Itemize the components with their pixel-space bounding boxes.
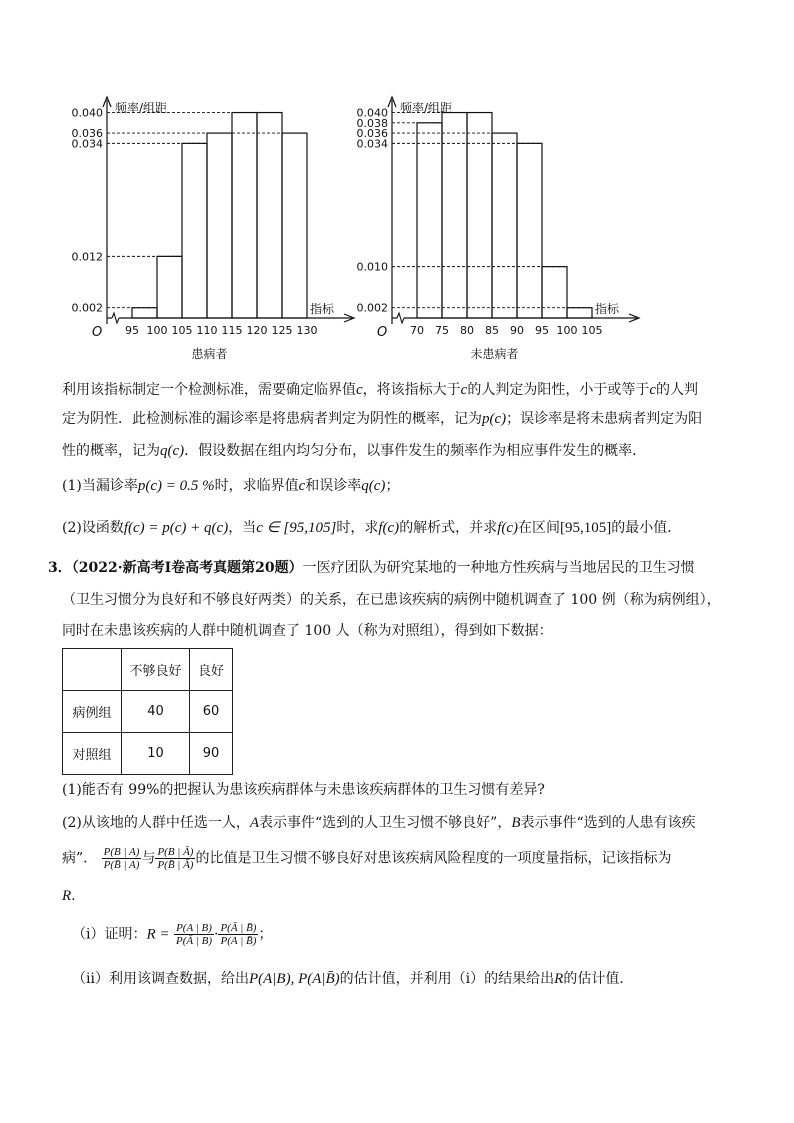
origin-label: O bbox=[377, 325, 388, 340]
histogram-bar bbox=[567, 308, 592, 318]
problem-3-line-2: （卫生习惯分为良好和不够良好两类）的关系，在已患该疾病的病例中随机调查了 100 例（称为病例组）， bbox=[62, 592, 721, 608]
y-tick-label: 0.036 bbox=[356, 127, 388, 141]
axis-break-mark bbox=[112, 313, 119, 323]
x-tick-label: 70 bbox=[410, 324, 424, 337]
table-cell: 10 bbox=[122, 733, 190, 775]
table-row bbox=[63, 733, 233, 775]
table-cell bbox=[63, 649, 122, 691]
table-cell: 90 bbox=[190, 733, 233, 775]
x-tick-label: 100 bbox=[146, 324, 168, 337]
y-tick-label: 0.040 bbox=[356, 106, 388, 120]
y-tick-label: 0.040 bbox=[71, 106, 103, 120]
problem-number: 3． bbox=[48, 560, 72, 576]
histogram-bar bbox=[282, 133, 307, 318]
sub-question-2-line-3: R. bbox=[62, 888, 76, 904]
table-cell: 对照组 bbox=[63, 733, 122, 775]
y-tick-label: 0.034 bbox=[356, 137, 388, 151]
x-axis-label: 指标 bbox=[310, 302, 335, 316]
axis-break-mark bbox=[397, 313, 404, 323]
data-table bbox=[62, 648, 233, 775]
x-tick-label: 75 bbox=[435, 324, 449, 337]
problem-source: （2022·新高考Ⅰ卷高考真题第20题） bbox=[71, 560, 303, 576]
y-tick-label: 0.012 bbox=[71, 250, 103, 264]
intro-line-3: 性的概率，记为q(c)．假设数据在组内均匀分布，以事件发生的频率作为相应事件发生的概率． bbox=[62, 443, 647, 459]
x-tick-label: 105 bbox=[171, 324, 193, 337]
y-axis-label: 频率/组距 bbox=[115, 101, 168, 115]
intro-line-1: 利用该指标制定一个检测标准，需要确定临界值c，将该指标大于c的人判定为阳性，小于或等于c的人判 bbox=[62, 382, 699, 398]
part-i: （ⅰ）证明：R = $\frac{P(A | B)}{P(Ā | B)}$ · $\frac{P(Ā | B̄)}{P(A | B̄)}$ ； bbox=[72, 922, 273, 947]
x-tick-label: 90 bbox=[510, 324, 524, 337]
origin-label: O bbox=[92, 325, 103, 340]
x-tick-label: 125 bbox=[271, 324, 293, 337]
intro-line-2: 定为阴性．此检测标准的漏诊率是将患病者判定为阴性的概率，记为p(c)；误诊率是将未患病者判定为阳 bbox=[62, 411, 703, 427]
x-tick-label: 115 bbox=[221, 324, 243, 337]
histogram-bar bbox=[157, 256, 182, 318]
chart-title: 患病者 bbox=[191, 347, 228, 361]
fraction: $\frac{P(B | A)}{P(B̄ | A)}$ bbox=[103, 846, 140, 871]
y-tick-label: 0.002 bbox=[356, 301, 388, 315]
table-row bbox=[63, 691, 233, 733]
sub-question-2-line-2: 病”． $\frac{P(B | A)}{P(B̄ | A)}$ 与 $\frac{P(B | Ā)}{P(B̄ | Ā)}$ 的比值是卫生习惯不够良好对患该疾病风险程度的一项度量指标，记该指标为 bbox=[62, 846, 672, 871]
x-tick-label: 130 bbox=[296, 324, 318, 337]
histogram-bar bbox=[132, 308, 157, 318]
fraction: $\frac{P(B | Ā)}{P(B̄ | Ā)}$ bbox=[157, 846, 194, 871]
fraction: $\frac{P(Ā | B̄)}{P(A | B̄)}$ bbox=[220, 922, 257, 947]
x-tick-label: 80 bbox=[460, 324, 474, 337]
histogram-bar bbox=[517, 143, 542, 318]
fraction: $\frac{P(A | B)}{P(Ā | B)}$ bbox=[175, 922, 212, 947]
table-header-row bbox=[63, 649, 233, 691]
question-1: (1)当漏诊率p(c) = 0.5 %时，求临界值c和误诊率q(c)； bbox=[62, 478, 400, 494]
x-tick-label: 95 bbox=[125, 324, 139, 337]
y-axis-label: 频率/组距 bbox=[400, 101, 453, 115]
x-tick-label: 105 bbox=[581, 324, 603, 337]
x-tick-label: 100 bbox=[556, 324, 578, 337]
x-tick-label: 85 bbox=[485, 324, 499, 337]
histogram-bar bbox=[542, 267, 567, 318]
y-tick-label: 0.036 bbox=[71, 127, 103, 141]
x-axis-label: 指标 bbox=[595, 302, 620, 316]
table-cell: 病例组 bbox=[63, 691, 122, 733]
table-cell: 60 bbox=[190, 691, 233, 733]
part-ii: （ⅱ）利用该调查数据，给出P(A|B), P(A|B̄)的估计值，并利用（ⅰ）的结果给出R的估计值． bbox=[72, 971, 634, 987]
x-tick-label: 110 bbox=[196, 324, 218, 337]
problem-3-line-1: 3．（2022·新高考Ⅰ卷高考真题第20题）一医疗团队为研究某地的一种地方性疾病与当地居民的卫生习惯 bbox=[48, 560, 695, 576]
table-header: 良好 bbox=[190, 649, 233, 691]
y-tick-label: 0.034 bbox=[71, 137, 103, 151]
chart-title: 未患病者 bbox=[470, 347, 519, 361]
histogram-non-patients bbox=[345, 92, 645, 382]
histogram-bar bbox=[492, 133, 517, 318]
histogram-bar bbox=[417, 123, 442, 318]
histogram-bar bbox=[182, 143, 207, 318]
x-tick-label: 120 bbox=[246, 324, 268, 337]
table-cell: 40 bbox=[122, 691, 190, 733]
sub-question-2-line-1: (2)从该地的人群中任选一人，A表示事件“选到的人卫生习惯不够良好”，B表示事件“选到的人患有该疾 bbox=[62, 815, 696, 831]
histogram-patients bbox=[60, 92, 360, 382]
table-header: 不够良好 bbox=[122, 649, 190, 691]
y-tick-label: 0.038 bbox=[356, 116, 388, 130]
histogram-bar bbox=[232, 113, 257, 318]
histogram-bar bbox=[257, 113, 282, 318]
histogram-bar bbox=[207, 133, 232, 318]
y-tick-label: 0.010 bbox=[356, 260, 388, 274]
y-tick-label: 0.002 bbox=[71, 301, 103, 315]
problem-3-line-3: 同时在未患该疾病的人群中随机调查了 100 人（称为对照组），得到如下数据： bbox=[62, 623, 553, 639]
x-tick-label: 95 bbox=[535, 324, 549, 337]
question-2: (2)设函数f(c) = p(c) + q(c)，当c ∈ [95,105]时，求f(c)的解析式，并求f(c)在区间[95,105]的最小值． bbox=[62, 520, 682, 536]
sub-question-1: (1)能否有 99%的把握认为患该疾病群体与未患该疾病群体的卫生习惯有差异? bbox=[62, 782, 545, 798]
